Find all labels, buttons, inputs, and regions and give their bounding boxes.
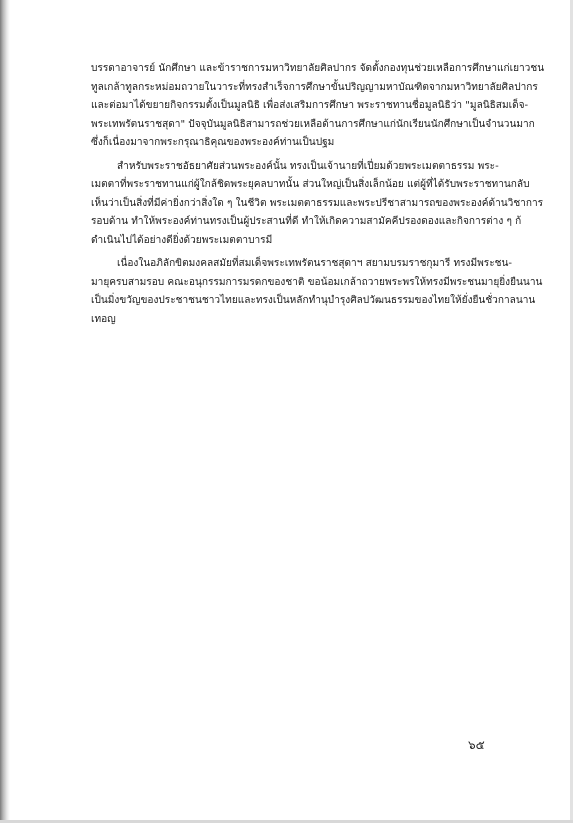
- text-line: ซึ่งก็เนื่องมาจากพระกรุณาธิคุณของพระองค์ท่านเป็นปฐม: [91, 137, 335, 148]
- text-line: ดำเนินไปได้อย่างดียิ่งด้วยพระเมตตาบารมี: [91, 234, 273, 246]
- text-line: เทอญ: [91, 313, 116, 325]
- text-line: เมตตาที่พระราชทานแก่ผู้ใกล้ชิดพระยุคลบาทนั้น ส่วนใหญ่เป็นสิ่งเล็กน้อย แต่ผู้ที่ได้รับพระราชทานกลับ: [91, 179, 530, 190]
- text-line: สำหรับพระราชอัธยาศัยส่วนพระองค์นั้น ทรงเป็นเจ้านายที่เปี่ยมด้วยพระเมตตาธรรม พระ-: [117, 160, 499, 172]
- paragraph-personal-character: [91, 158, 544, 251]
- page-left-edge-shadow: [0, 0, 10, 823]
- text-line: มายุครบสามรอบ คณะอนุกรรมการมรดกของชาติ ขอน้อมเกล้าถวายพระพรให้ทรงมีพระชนมายุยิ่งยืนนาน: [91, 276, 543, 288]
- text-line: พระเทพรัตนราชสุดา" ปัจจุบันมูลนิธิสามารถช่วยเหลือด้านการศึกษาแก่นักเรียนนักศึกษาเป็นจำนวนมาก: [91, 118, 535, 130]
- body-text: [91, 60, 545, 329]
- text-line: เห็นว่าเป็นสิ่งที่มีค่ายิ่งกว่าสิ่งใด ๆ ในชีวิต พระเมตตาธรรมและพระปรีชาสามารถของพระองค์ด้านวิชาการ: [91, 197, 544, 209]
- paragraph-education-foundation: [91, 60, 545, 153]
- text-line: บรรดาอาจารย์ นักศึกษา และข้าราชการมหาวิทยาลัยศิลปากร จัดตั้งกองทุนช่วยเหลือการศึกษาแก่เยาวชน: [91, 63, 545, 74]
- text-line: รอบด้าน ทำให้พระองค์ท่านทรงเป็นผู้ประสานที่ดี ทำให้เกิดความสามัคคีปรองดองและกิจการต่าง ๆ ก้: [91, 216, 522, 227]
- text-line: และต่อมาได้ขยายกิจกรรมตั้งเป็นมูลนิธิ เพื่อส่งเสริมการศึกษา พระราชทานชื่อมูลนิธิว่า "มูลนิธิสมเด็จ-: [91, 100, 529, 111]
- text-line: เป็นมิ่งขวัญของประชาชนชาวไทยและทรงเป็นหลักทำนุบำรุงศิลปวัฒนธรรมของไทยให้ยั่งยืนชั่วกาลนาน: [91, 295, 536, 306]
- text-line: ทูลเกล้าทูลกระหม่อมถวายในวาระที่ทรงสำเร็จการศึกษาขั้นปริญญามหาบัณฑิตจากมหาวิทยาลัยศิลปากร: [91, 81, 538, 93]
- paragraph-blessing: [91, 255, 543, 329]
- text-line: เนื่องในอภิลักขิตมงคลสมัยที่สมเด็จพระเทพรัตนราชสุดาฯ สยามบรมราชกุมารี ทรงมีพระชน-: [117, 258, 513, 269]
- page-number: ๖๕: [468, 738, 485, 752]
